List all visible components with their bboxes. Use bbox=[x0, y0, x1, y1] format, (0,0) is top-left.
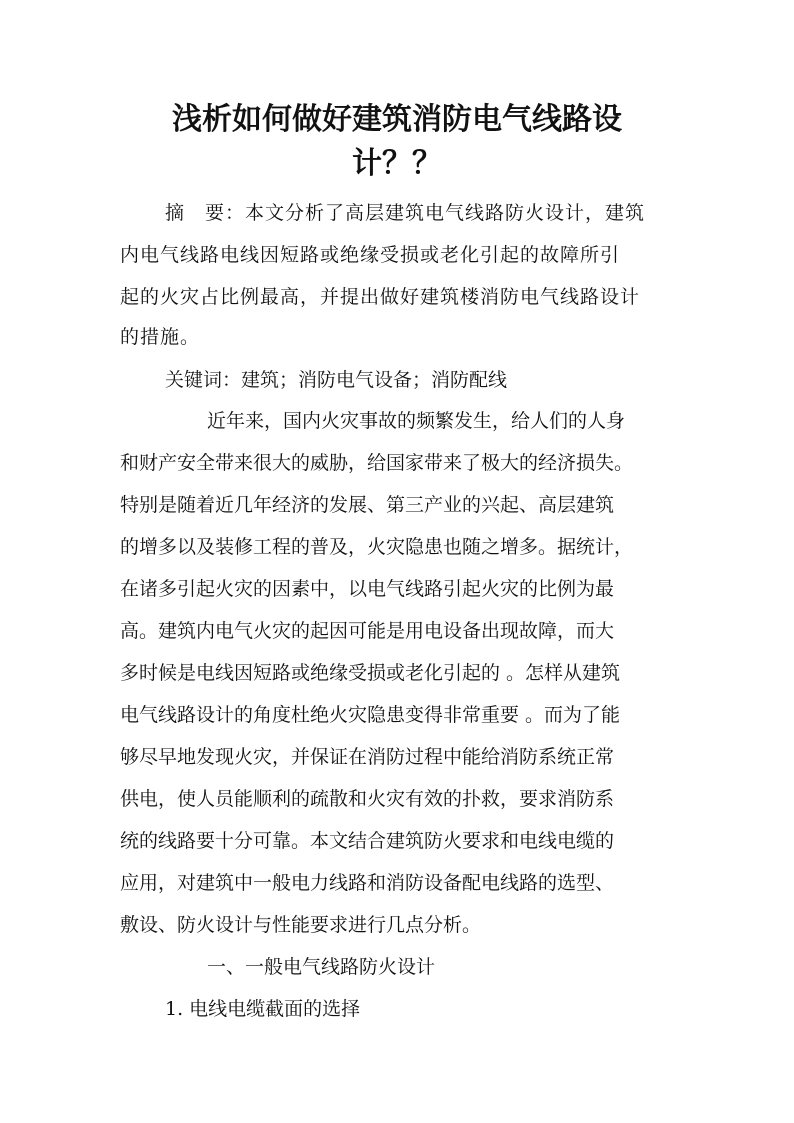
body-line-2: 和财产安全带来很大的威胁，给国家带来了极大的经济损失。 bbox=[120, 452, 634, 474]
document-title-line-1: 浅析如何做好建筑消防电气线路设 bbox=[172, 102, 622, 137]
abstract-line-2: 内电气线路电线因短路或绝缘受损或老化引起的故障所引 bbox=[120, 244, 621, 266]
body-line-6: 高。建筑内电气火灾的起因可能是用电设备出现故障，而大 bbox=[120, 620, 615, 642]
body-line-5: 在诸多引起火灾的因素中，以电气线路引起火灾的比例为最 bbox=[120, 578, 615, 600]
abstract-line-1: 摘 要：本文分析了高层建筑电气线路防火设计，建筑 bbox=[165, 202, 646, 224]
body-line-4: 的增多以及装修工程的普及，火灾隐患也随之增多。据统计， bbox=[120, 536, 634, 558]
body-line-13: 敷设、防火设计与性能要求进行几点分析。 bbox=[120, 914, 482, 936]
body-line-7: 多时候是电线因短路或绝缘受损或老化引起的 。怎样从建筑 bbox=[120, 662, 621, 684]
body-line-12: 应用，对建筑中一般电力线路和消防设备配电线路的选型、 bbox=[120, 872, 615, 894]
body-line-8: 电气线路设计的角度杜绝火灾隐患变得非常重要 。而为了能 bbox=[120, 704, 621, 726]
body-line-1: 近年来，国内火灾事故的频繁发生，给人们的人身 bbox=[207, 410, 626, 432]
document-title-line-2: 计？？ bbox=[352, 146, 442, 181]
abstract-line-4: 的措施。 bbox=[120, 326, 201, 348]
body-line-11: 统的线路要十分可靠。本文结合建筑防火要求和电线电缆的 bbox=[120, 830, 615, 852]
section-heading-1: 一、一般电气线路防火设计 bbox=[207, 956, 436, 978]
keywords: 关键词：建筑；消防电气设备；消防配线 bbox=[165, 369, 508, 391]
body-line-10: 供电，使人员能顺利的疏散和火灾有效的扑救，要求消防系 bbox=[120, 788, 615, 810]
abstract-line-3: 起的火灾占比例最高，并提出做好建筑楼消防电气线路设计 bbox=[120, 286, 641, 308]
body-line-9: 够尽早地发现火灾，并保证在消防过程中能给消防系统正常 bbox=[120, 746, 615, 768]
subsection-heading-1: 1. 电线电缆截面的选择 bbox=[165, 998, 361, 1020]
body-line-3: 特别是随着近几年经济的发展、第三产业的兴起、高层建筑 bbox=[120, 494, 615, 516]
